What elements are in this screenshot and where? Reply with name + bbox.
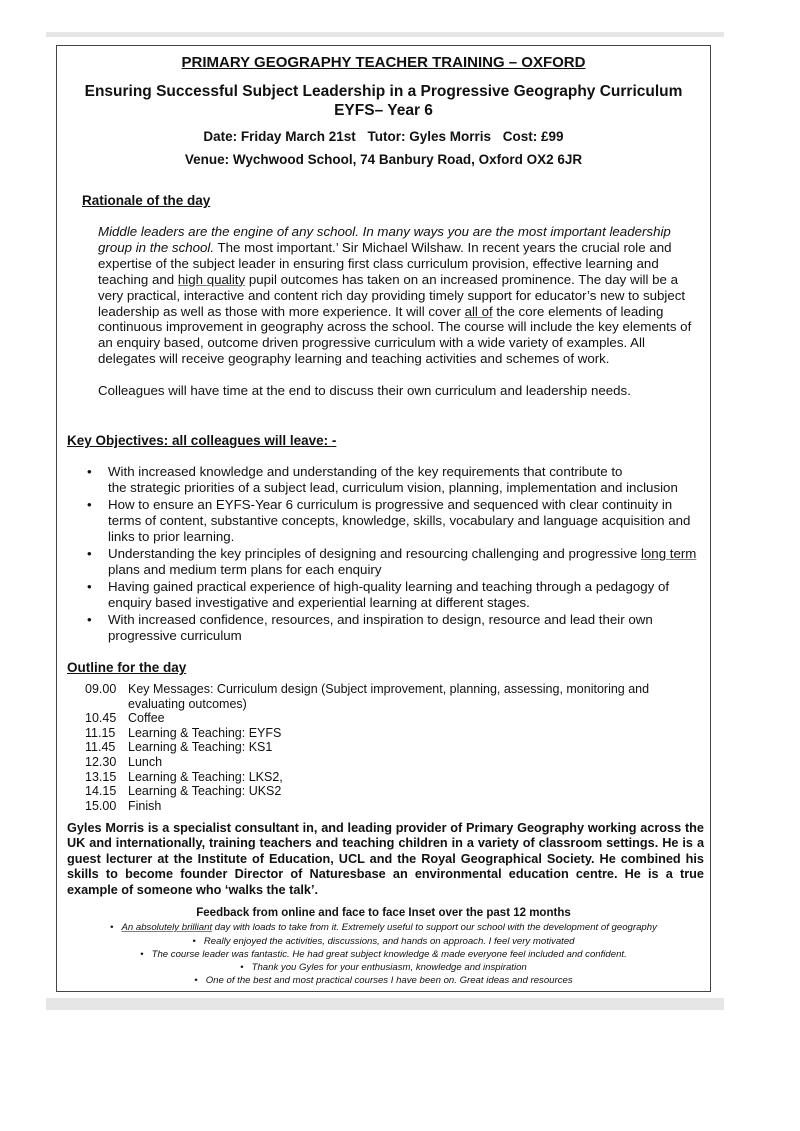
rationale-text-part: pupil outcomes has taken on an increased prominence. The day will be a very practical, interactive and content rich day providing timely support for educator’s new to subject leadership as well as those with more experience. It will cover bbox=[98, 271, 686, 319]
schedule-activity: Lunch bbox=[128, 754, 163, 769]
schedule-activity: Learning & Teaching: LKS2, bbox=[128, 769, 283, 784]
course-tutor: Tutor: Gyles Morris bbox=[367, 129, 492, 144]
bullet-icon: • bbox=[87, 579, 92, 594]
course-title-line1: Ensuring Successful Subject Leadership in a Progressive Geography Curriculum bbox=[84, 83, 683, 100]
table-row bbox=[85, 799, 663, 814]
schedule-time: 12.30 bbox=[85, 754, 117, 769]
feedback-text: day with loads to take from it. Extremely useful to support our school with the development of geography bbox=[212, 922, 657, 933]
flyer-page bbox=[56, 45, 711, 992]
bullet-icon: • bbox=[240, 962, 244, 973]
course-cost: Cost: £99 bbox=[502, 129, 564, 144]
schedule-time: 14.15 bbox=[85, 784, 117, 799]
schedule-activity: Finish bbox=[128, 798, 162, 813]
bullet-icon: • bbox=[87, 546, 92, 561]
tutor-bio: Gyles Morris is a specialist consultant in, and leading provider of Primary Geography working across the UK and internationally, training teachers and teaching children in a variety of classroom settings. He is a guest lecturer at the Institute of Education, UCL and the Royal Geographical Society. He combined his skills to become founder Director of Naturesbase an environmental education centre. He is a true example of someone who ‘walks the talk’. bbox=[67, 821, 704, 897]
course-title-line2: EYFS– Year 6 bbox=[334, 102, 433, 119]
table-row bbox=[85, 682, 663, 697]
rationale-paragraph bbox=[98, 224, 698, 367]
list-item bbox=[85, 497, 705, 545]
bottom-divider bbox=[46, 998, 724, 1010]
objectives-heading bbox=[67, 433, 336, 448]
list-item bbox=[85, 546, 705, 578]
list-item bbox=[85, 464, 705, 496]
bullet-icon: • bbox=[87, 464, 92, 479]
objectives-heading-text: Key Objectives: all colleagues will leave: bbox=[67, 433, 332, 448]
schedule-time: 15.00 bbox=[85, 798, 117, 813]
table-row bbox=[85, 784, 663, 799]
bullet-icon: • bbox=[192, 936, 196, 947]
feedback-text: One of the best and most practical courses I have been on. Great ideas and resources bbox=[205, 975, 573, 986]
outline-schedule bbox=[85, 682, 663, 813]
objectives-list bbox=[85, 464, 705, 645]
rationale-text-part: The most important.’ Sir Michael Wilshaw. In recent years the crucial role and expertise of the subject leader in ensuring first class curriculum provision, effective learning and teaching and bbox=[98, 239, 672, 287]
schedule-time: 13.15 bbox=[85, 769, 117, 784]
bullet-icon: • bbox=[87, 612, 92, 627]
feedback-underlined-text: An absolutely brilliant bbox=[121, 922, 213, 933]
schedule-time: 09.00 bbox=[85, 682, 117, 696]
top-divider bbox=[46, 32, 724, 37]
bullet-icon: • bbox=[140, 949, 144, 960]
objective-text: With increased confidence, resources, and inspiration to design, resource and lead their own progressive curriculum bbox=[108, 612, 653, 643]
schedule-time bbox=[85, 697, 128, 712]
objective-text: How to ensure an EYFS-Year 6 curriculum is progressive and sequenced with clear continuity in terms of content, substantive concepts, knowledge, skills, vocabulary and language acquisition and links to prior learning. bbox=[108, 497, 691, 544]
schedule-activity: Learning & Teaching: EYFS bbox=[128, 725, 282, 740]
feedback-text: The course leader was fantastic. He had great subject knowledge & made everyone feel included and confident. bbox=[151, 949, 627, 960]
table-row bbox=[85, 755, 663, 770]
page-title: PRIMARY GEOGRAPHY TEACHER TRAINING – OXFORD bbox=[181, 54, 586, 71]
bullet-icon: • bbox=[110, 922, 114, 933]
table-row bbox=[85, 770, 663, 785]
list-item bbox=[85, 612, 705, 644]
feedback-item bbox=[57, 975, 710, 986]
feedback-text: Really enjoyed the activities, discussions, and hands on approach. I feel very motivated bbox=[203, 936, 575, 947]
feedback-text: Thank you Gyles for your enthusiasm, knowledge and inspiration bbox=[251, 962, 527, 973]
schedule-time: 11.15 bbox=[85, 725, 116, 740]
course-meta bbox=[57, 129, 710, 144]
rationale-text bbox=[98, 224, 698, 399]
schedule-activity: Learning & Teaching: KS1 bbox=[128, 740, 273, 755]
objective-underlined-text: long term bbox=[640, 546, 697, 561]
rationale-underlined-text: all of bbox=[464, 303, 493, 319]
schedule-time: 10.45 bbox=[85, 711, 117, 726]
schedule-activity: Learning & Teaching: UKS2 bbox=[128, 784, 282, 799]
feedback-heading: Feedback from online and face to face Inset over the past 12 months bbox=[196, 907, 571, 919]
objective-text: Understanding the key principles of designing and resourcing challenging and progressive bbox=[108, 546, 641, 561]
objective-text: plans and medium term plans for each enquiry bbox=[108, 562, 382, 577]
table-row bbox=[85, 726, 663, 741]
outline-heading: Outline for the day bbox=[67, 660, 187, 675]
feedback-item bbox=[57, 936, 710, 947]
bullet-icon: • bbox=[87, 497, 92, 512]
table-row bbox=[85, 697, 663, 712]
objective-text: With increased knowledge and understanding of the key requirements that contribute to bbox=[108, 464, 623, 479]
list-item bbox=[85, 579, 705, 611]
objective-text: the strategic priorities of a subject lead, curriculum vision, planning, implementation and inclusion bbox=[108, 480, 678, 495]
objectives-heading-tail: - bbox=[331, 433, 337, 448]
schedule-time: 11.45 bbox=[85, 740, 116, 755]
feedback-item bbox=[57, 949, 710, 960]
rationale-heading: Rationale of the day bbox=[82, 193, 211, 208]
bullet-icon: • bbox=[194, 975, 198, 986]
schedule-activity: Coffee bbox=[128, 711, 165, 726]
course-venue: Venue: Wychwood School, 74 Banbury Road, Oxford OX2 6JR bbox=[184, 152, 583, 167]
table-row bbox=[85, 711, 663, 726]
feedback-item bbox=[57, 922, 710, 933]
rationale-quote: Middle leaders are the engine of any school. In many ways you are the most important leadership group in the school. bbox=[98, 224, 671, 255]
course-title bbox=[57, 82, 710, 120]
rationale-colleagues-note: Colleagues will have time at the end to discuss their own curriculum and leadership needs. bbox=[98, 383, 631, 399]
rationale-underlined-text: high quality bbox=[177, 271, 246, 287]
rationale-text-part: the core elements of leading continuous improvement in geography across the school. The course will include the key elements of an enquiry based, outcome driven progressive curriculum with a wide variety of examples. All delegates will receive geography learning and teaching activities and schemes of work. bbox=[98, 303, 692, 367]
table-row bbox=[85, 740, 663, 755]
course-date: Date: Friday March 21st bbox=[203, 129, 356, 144]
schedule-activity: Key Messages: Curriculum design (Subject improvement, planning, assessing, monitoring and bbox=[128, 682, 650, 696]
feedback-item bbox=[57, 962, 710, 973]
objective-text: Having gained practical experience of high-quality learning and teaching through a pedagogy of enquiry based investigative and experiential learning at different stages. bbox=[108, 579, 670, 610]
schedule-activity: evaluating outcomes) bbox=[128, 696, 247, 711]
